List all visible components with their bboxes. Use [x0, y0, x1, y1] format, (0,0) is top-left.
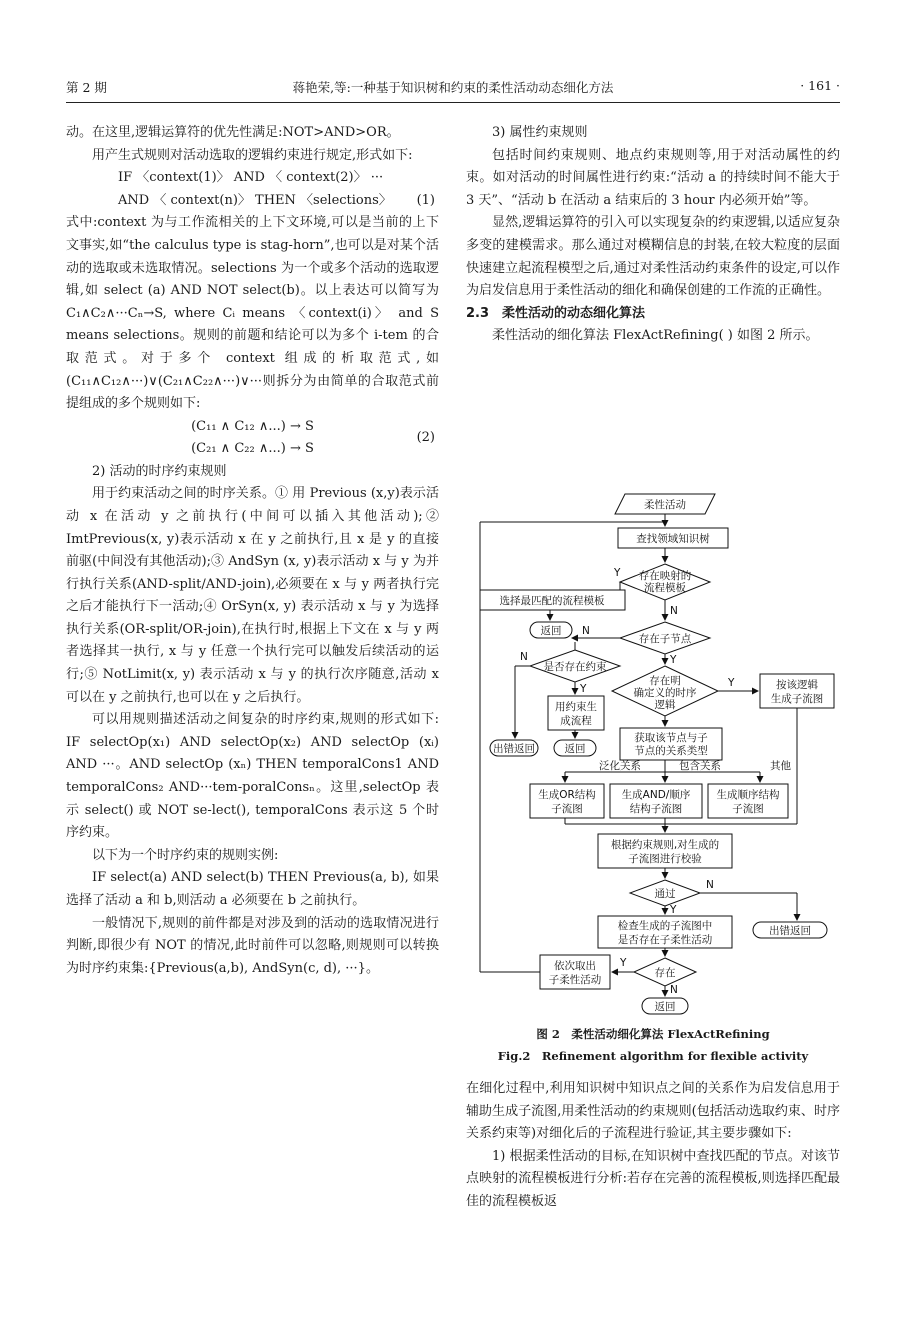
flow-label: 用约束生	[555, 701, 597, 713]
flow-label: N	[706, 879, 714, 891]
subheading: 3) 属性约束规则	[492, 125, 588, 140]
flow-label: N	[520, 651, 528, 663]
flow-label: N	[670, 605, 678, 617]
flow-label: 根据约束规则,对生成的	[610, 839, 720, 851]
equation-2-line-1: (C₁₁ ∧ C₁₂ ∧...) → S	[191, 418, 314, 434]
left-column	[66, 122, 439, 980]
running-title: 蒋艳荣,等:一种基于知识树和约束的柔性活动动态细化方法	[292, 80, 614, 95]
paragraph: 可以用规则描述活动之间复杂的时序约束,规则的形式如下: IF selectOp(x₁) AND selectOp(x₂) AND selectOp (xᵢ) AND ···。AND selectOp (xₙ) THEN temporalCons1 AND temporalCons₂ AND···tem-poralConsₙ。这里,selectOp 表示 select() 或 NOT se-lect(), temporalCons 表示这 5 个时序约束。	[66, 712, 439, 841]
paragraph: 显然,逻辑运算符的引入可以实现复杂的约束逻辑,以适应复杂多变的建模需求。那么通过对模糊信息的封装,在较大粒度的层面快速建立起流程模型之后,通过对柔性活动约束条件的设定,可以作为启发信息用于柔性活动的细化和确保创建的工作流的正确性。	[466, 215, 840, 299]
flow-label: 成流程	[560, 715, 592, 727]
figure-caption-cn: 图 2 柔性活动细化算法 FlexActRefining	[536, 1027, 770, 1041]
page-number: · 161 ·	[800, 78, 840, 93]
flow-label: 获取该节点与子	[634, 732, 708, 744]
paragraph: 动。在这里,逻辑运算符的优先性满足:NOT>AND>OR。	[66, 125, 400, 140]
equation-1-line-1: IF 〈context(1)〉 AND 〈 context(2)〉 ···	[118, 170, 384, 186]
flow-label: 确定义的时序	[633, 687, 697, 699]
flowchart-figure	[470, 482, 840, 1054]
paragraph: 用于约束活动之间的时序关系。① 用 Previous (x,y)表示活动 x 在活动 y 之前执行(中间可以插入其他活动);② ImtPrevious(x, y)表示活动 x 在 y 之前执行,且 x 是 y 的直接前驱(中间没有其他活动);③ AndSyn (x, y)表示活动 x 与 y 为并行执行关系(AND-split/AND-join),必须要在 x 与 y 两者执行完之后才能执行下一活动;④ OrSyn(x, y) 表示活动 x 与 y 为选择执行关系(OR-split/OR-join),在执行时,根据上下文在 x 与 y 两者选择其一执行, x 与 y 任意一个执行完可以触发后续活动的运行;⑤ NotLimit(x, y) 表示活动 x 与 y 的执行次序随意,活动 x 可以在 y 之前执行,也可以在 y 之后执行。	[66, 486, 439, 705]
running-header	[66, 78, 840, 100]
flow-label: 出错返回	[493, 743, 535, 755]
equation-number: (2)	[416, 429, 435, 445]
flow-label: 存在映射的	[638, 570, 692, 582]
flow-label: 流程模板	[644, 582, 686, 594]
flow-label: 子流图进行校验	[628, 853, 702, 865]
flow-label: 结构子流图	[629, 803, 683, 815]
flow-label: 生成顺序结构	[716, 789, 780, 801]
flow-label: 选择最匹配的流程模板	[499, 595, 605, 607]
flow-label: 是否存在子柔性活动	[617, 934, 713, 946]
figure-caption-en: Fig.2 Refinement algorithm for flexible activity	[497, 1049, 809, 1063]
flow-label: 是否存在约束	[543, 661, 607, 673]
flow-label: 柔性活动	[644, 499, 686, 511]
flow-label: 存在	[654, 967, 676, 979]
issue-number: 第 2 期	[66, 80, 107, 95]
flow-label: N	[670, 984, 678, 996]
equation-number: (1)	[416, 192, 435, 208]
flow-label: 节点的关系类型	[634, 745, 708, 757]
equation-text: AND 〈 context(n)〉 THEN 〈selections〉	[118, 192, 392, 208]
flow-label: 泛化关系	[599, 760, 641, 772]
flow-label: 检查生成的子流图中	[617, 920, 713, 932]
flow-label: 存在子节点	[638, 633, 692, 645]
flow-label: 生成OR结构	[538, 789, 596, 801]
flow-label: 依次取出	[554, 960, 596, 972]
flow-label: 包含关系	[679, 760, 721, 772]
flow-label: 查找领域知识树	[636, 533, 710, 545]
flow-label: 通过	[654, 888, 676, 900]
right-column-lower	[466, 1078, 840, 1214]
flow-label: 按该逻辑	[776, 679, 818, 691]
flow-label: 生成子流图	[770, 693, 824, 705]
flow-label: 返回	[564, 743, 586, 755]
flow-label: Y	[728, 677, 735, 689]
subheading: 2) 活动的时序约束规则	[92, 463, 227, 479]
equation-1-line-2	[66, 190, 439, 213]
paragraph: 1) 根据柔性活动的目标,在知识树中查找匹配的节点。对该节点映射的流程模板进行分析:若存在完善的流程模板,则选择匹配最佳的流程模板返	[466, 1148, 840, 1209]
flow-label: 出错返回	[769, 925, 811, 937]
paragraph: 用产生式规则对活动选取的逻辑约束进行规定,形式如下:	[92, 147, 413, 163]
paragraph: 一般情况下,规则的前件都是对涉及到的活动的选取情况进行判断,即很少有 NOT 的情况,此时前件可以忽略,则规则可以转换为时序约束集:{Previous(a,b), AndSyn(c, d), ···}。	[66, 915, 439, 976]
paragraph: 以下为一个时序约束的规则实例:	[92, 847, 279, 863]
flow-label: Y	[670, 654, 677, 666]
flow-label: Y	[620, 957, 627, 969]
flow-label: 存在明	[649, 675, 681, 687]
paragraph: 柔性活动的细化算法 FlexActRefining( ) 如图 2 所示。	[492, 328, 819, 344]
equation-2-line-2: (C₂₁ ∧ C₂₂ ∧...) → S	[191, 441, 314, 457]
flow-label: Y	[580, 683, 587, 695]
flow-label: 子流图	[732, 803, 764, 815]
header-rule	[66, 102, 840, 103]
paragraph: IF select(a) AND select(b) THEN Previous(a, b), 如果选择了活动 a 和 b,则活动 a 必须要在 b 之前执行。	[66, 870, 439, 908]
flow-label: Y	[614, 567, 621, 579]
paragraph: 式中:context 为与工作流相关的上下文环境,可以是当前的上下文事实,如“the calculus type is stag-horn”,也可以是对某个活动的选取或未选取情况。selections 为一个或多个活动的选取逻辑,如 select (a) AND NOT select(b)。以上表达可以简写为 C₁∧C₂∧···Cₙ→S, where Cᵢ means 〈context(i)〉 and S means selections。规则的前题和结论可以为多个 i-tem 的合取范式。对于多个 context 组成的析取范式,如(C₁₁∧C₁₂∧···)∨(C₂₁∧C₂₂∧···)∨···则拆分为由简单的合取范式前提组成的多个规则如下:	[66, 215, 439, 412]
flow-label: 子流图	[551, 803, 583, 815]
flow-label: Y	[670, 904, 677, 916]
flow-label: 其他	[770, 760, 791, 772]
flow-label: 生成AND/顺序	[621, 789, 691, 801]
right-column	[466, 122, 840, 348]
flow-label: 返回	[654, 1001, 676, 1013]
paragraph: 包括时间约束规则、地点约束规则等,用于对活动属性的约束。如对活动的时间属性进行约束:“活动 a 的持续时间不能大于 3 天”、“活动 b 在活动 a 结束后的 3 hour 内必须开始”等。	[466, 147, 840, 208]
paragraph: 在细化过程中,利用知识树中知识点之间的关系作为启发信息用于辅助生成子流图,用柔性活动的约束规则(包括活动选取约束、时序关系约束等)对细化后的子流程进行验证,其主要步骤如下:	[466, 1081, 840, 1142]
flow-label: 逻辑	[654, 699, 676, 711]
flow-label: N	[582, 625, 590, 637]
flow-label: 返回	[540, 625, 562, 637]
section-heading: 2.3 柔性活动的动态细化算法	[466, 305, 646, 321]
flow-label: 子柔性活动	[548, 974, 602, 986]
equation-2	[66, 416, 439, 461]
